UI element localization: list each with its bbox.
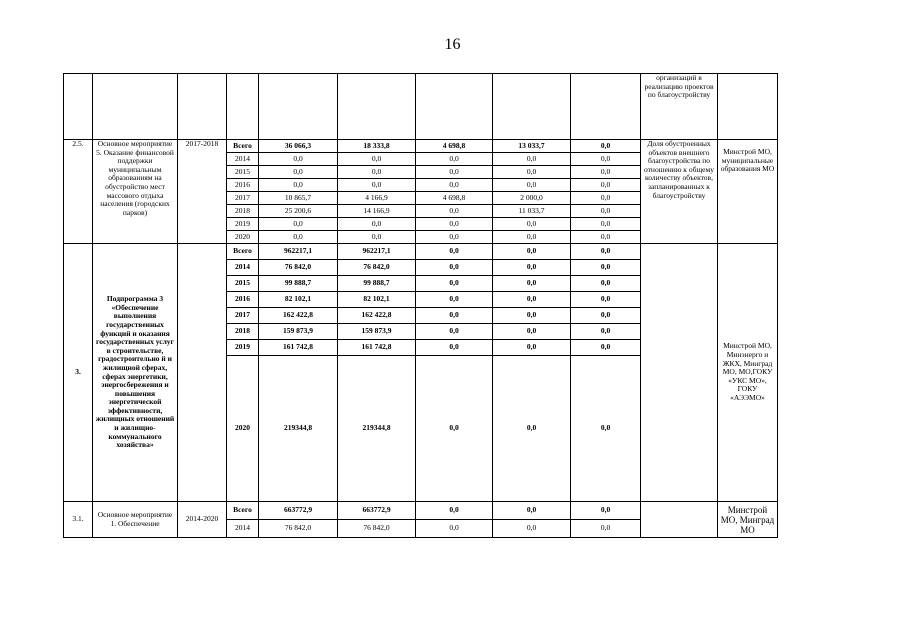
value-cell: 0,0 bbox=[571, 140, 641, 153]
value-cell: 4 698,8 bbox=[416, 192, 493, 205]
total-cell: 159 873,9 bbox=[259, 324, 338, 340]
row-number: 2.5. bbox=[64, 140, 93, 244]
value-cell: 0,0 bbox=[493, 292, 571, 308]
value-cell: 0,0 bbox=[416, 324, 493, 340]
executor-cell: Минстрой МО, Минэнерго и ЖКХ, Минград МО, МО,ГОКУ «УКС МО», ГОКУ «АЭЭМО» bbox=[718, 244, 778, 502]
year-cell: 2014 bbox=[227, 260, 259, 276]
year-cell: 2018 bbox=[227, 324, 259, 340]
value-cell: 0,0 bbox=[493, 502, 571, 520]
value-cell: 0,0 bbox=[416, 356, 493, 502]
value-cell: 0,0 bbox=[493, 244, 571, 260]
year-cell: 2020 bbox=[227, 231, 259, 244]
total-cell: 76 842,0 bbox=[259, 520, 338, 538]
value-cell: 0,0 bbox=[338, 179, 416, 192]
total-cell: 962217,1 bbox=[259, 244, 338, 260]
value-cell: 0,0 bbox=[493, 340, 571, 356]
total-cell: 82 102,1 bbox=[259, 292, 338, 308]
year-cell: 2016 bbox=[227, 179, 259, 192]
period-cell: 2017-2018 bbox=[178, 140, 227, 244]
value-cell: 0,0 bbox=[571, 324, 641, 340]
value-cell: 0,0 bbox=[493, 308, 571, 324]
year-cell: Всего bbox=[227, 140, 259, 153]
value-cell: 0,0 bbox=[416, 218, 493, 231]
year-cell: Всего bbox=[227, 244, 259, 260]
value-cell: 76 842,0 bbox=[338, 520, 416, 538]
value-cell: 0,0 bbox=[338, 166, 416, 179]
value-cell: 0,0 bbox=[493, 324, 571, 340]
value-cell: 0,0 bbox=[571, 356, 641, 502]
total-cell: 10 865,7 bbox=[259, 192, 338, 205]
value-cell: 18 333,8 bbox=[338, 140, 416, 153]
value-cell: 14 166,9 bbox=[338, 205, 416, 218]
value-cell: 0,0 bbox=[571, 260, 641, 276]
total-cell: 663772,9 bbox=[259, 502, 338, 520]
value-cell: 0,0 bbox=[571, 308, 641, 324]
value-cell: 0,0 bbox=[571, 153, 641, 166]
value-cell: 161 742,8 bbox=[338, 340, 416, 356]
value-cell: 663772,9 bbox=[338, 502, 416, 520]
measure-name: Основное мероприятие 1. Обеспечение bbox=[93, 502, 178, 538]
period-cell: 2014-2020 bbox=[178, 502, 227, 538]
total-cell: 162 422,8 bbox=[259, 308, 338, 324]
total-cell: 0,0 bbox=[259, 179, 338, 192]
value-cell: 162 422,8 bbox=[338, 308, 416, 324]
value-cell: 0,0 bbox=[416, 153, 493, 166]
year-cell: 2016 bbox=[227, 292, 259, 308]
value-cell: 0,0 bbox=[338, 153, 416, 166]
value-cell: 0,0 bbox=[338, 218, 416, 231]
measure-name: Основное мероприятие 5. Оказание финансовой поддержки муниципальным образованиям на обустройство мест массового отдыха населения (городских парков) bbox=[93, 140, 178, 244]
value-cell: 0,0 bbox=[571, 205, 641, 218]
value-cell: 0,0 bbox=[416, 244, 493, 260]
total-cell: 0,0 bbox=[259, 153, 338, 166]
value-cell: 0,0 bbox=[493, 231, 571, 244]
value-cell: 0,0 bbox=[571, 218, 641, 231]
value-cell: 0,0 bbox=[493, 166, 571, 179]
total-cell: 161 742,8 bbox=[259, 340, 338, 356]
period-cell bbox=[178, 244, 227, 502]
value-cell: 0,0 bbox=[493, 260, 571, 276]
value-cell: 13 033,7 bbox=[493, 140, 571, 153]
value-cell: 0,0 bbox=[416, 292, 493, 308]
table-body bbox=[64, 74, 778, 538]
year-cell: 2017 bbox=[227, 192, 259, 205]
value-cell: 0,0 bbox=[571, 192, 641, 205]
year-cell: 2014 bbox=[227, 520, 259, 538]
value-cell: 219344,8 bbox=[338, 356, 416, 502]
total-cell: 36 066,3 bbox=[259, 140, 338, 153]
value-cell: 0,0 bbox=[416, 502, 493, 520]
table-row bbox=[64, 140, 778, 153]
table-row bbox=[64, 244, 778, 260]
executor-cell: Минстрой МО, Минград МО bbox=[718, 502, 778, 538]
indicator-cell bbox=[641, 502, 718, 538]
total-cell: 25 200,6 bbox=[259, 205, 338, 218]
total-cell: 76 842,0 bbox=[259, 260, 338, 276]
value-cell: 0,0 bbox=[493, 218, 571, 231]
value-cell: 0,0 bbox=[571, 179, 641, 192]
year-cell: Всего bbox=[227, 502, 259, 520]
value-cell: 76 842,0 bbox=[338, 260, 416, 276]
value-cell: 0,0 bbox=[416, 340, 493, 356]
row-number: 3.1. bbox=[64, 502, 93, 538]
value-cell: 0,0 bbox=[571, 502, 641, 520]
value-cell: 4 698,8 bbox=[416, 140, 493, 153]
value-cell: 0,0 bbox=[571, 520, 641, 538]
year-cell: 2014 bbox=[227, 153, 259, 166]
year-cell: 2018 bbox=[227, 205, 259, 218]
year-cell: 2015 bbox=[227, 276, 259, 292]
year-cell: 2015 bbox=[227, 166, 259, 179]
total-cell: 219344,8 bbox=[259, 356, 338, 502]
value-cell: 0,0 bbox=[416, 260, 493, 276]
total-cell: 99 888,7 bbox=[259, 276, 338, 292]
value-cell: 962217,1 bbox=[338, 244, 416, 260]
value-cell: 99 888,7 bbox=[338, 276, 416, 292]
year-cell: 2020 bbox=[227, 356, 259, 502]
value-cell: 82 102,1 bbox=[338, 292, 416, 308]
value-cell: 0,0 bbox=[571, 292, 641, 308]
subprogram-name: Подпрограмма 3 «Обеспечение выполнения государственных функций и оказания государственных услуг в строительстве, градостроительно й и жилищной сферах, сферах энергетики, энергосбережения и повышения энергетической эффективности, жилищных отношений и жилищно-коммунального хозяйства» bbox=[93, 244, 178, 502]
value-cell: 0,0 bbox=[571, 244, 641, 260]
value-cell: 0,0 bbox=[493, 153, 571, 166]
total-cell: 0,0 bbox=[259, 218, 338, 231]
value-cell: 4 166,9 bbox=[338, 192, 416, 205]
value-cell: 2 000,0 bbox=[493, 192, 571, 205]
value-cell: 0,0 bbox=[416, 276, 493, 292]
value-cell: 0,0 bbox=[571, 166, 641, 179]
value-cell: 0,0 bbox=[416, 520, 493, 538]
year-cell: 2017 bbox=[227, 308, 259, 324]
executor-cell: Минстрой МО, муниципальные образования МО bbox=[718, 140, 778, 244]
indicator-cell bbox=[641, 244, 718, 502]
table-row bbox=[64, 502, 778, 520]
row-number: 3. bbox=[64, 244, 93, 502]
value-cell: 0,0 bbox=[493, 179, 571, 192]
value-cell: 0,0 bbox=[416, 166, 493, 179]
value-cell: 0,0 bbox=[416, 205, 493, 218]
indicator-cell: организаций в реализацию проектов по благоустройству bbox=[641, 74, 718, 140]
value-cell: 0,0 bbox=[416, 179, 493, 192]
value-cell: 0,0 bbox=[571, 231, 641, 244]
value-cell: 0,0 bbox=[416, 231, 493, 244]
table-row bbox=[64, 74, 778, 140]
total-cell: 0,0 bbox=[259, 166, 338, 179]
year-cell: 2019 bbox=[227, 340, 259, 356]
value-cell: 0,0 bbox=[416, 308, 493, 324]
program-table bbox=[63, 73, 778, 538]
value-cell: 0,0 bbox=[493, 520, 571, 538]
value-cell: 159 873,9 bbox=[338, 324, 416, 340]
total-cell: 0,0 bbox=[259, 231, 338, 244]
indicator-cell: Доля обустроенных объектов внешнего благоустройства по отношению к общему количеству объектов, запланированных к благоустройству bbox=[641, 140, 718, 244]
value-cell: 0,0 bbox=[571, 276, 641, 292]
value-cell: 0,0 bbox=[571, 340, 641, 356]
value-cell: 0,0 bbox=[493, 276, 571, 292]
value-cell: 0,0 bbox=[493, 356, 571, 502]
year-cell: 2019 bbox=[227, 218, 259, 231]
value-cell: 11 033,7 bbox=[493, 205, 571, 218]
page-number: 16 bbox=[444, 36, 461, 53]
value-cell: 0,0 bbox=[338, 231, 416, 244]
